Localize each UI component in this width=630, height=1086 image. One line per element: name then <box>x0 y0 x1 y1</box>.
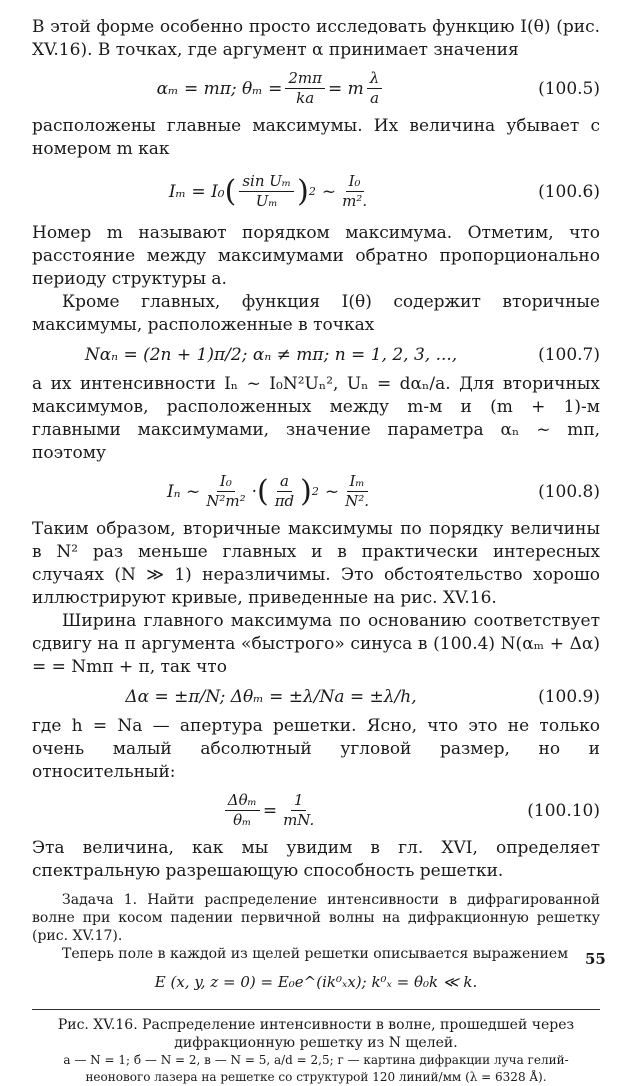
eq-text: Δα = ±π/N; Δθₘ = ±λ/Na = ±λ/h, <box>125 687 417 707</box>
denominator: θₘ <box>233 811 252 829</box>
paragraph-7: Ширина главного максимума по основанию соответствует сдвигу на π аргумента «быстрого» синуса в (100.4) N(αₘ + Δα) = = Nmπ + π, так что <box>32 611 600 677</box>
page-number: 55 <box>585 950 606 968</box>
equation-number: (100.10) <box>527 800 600 821</box>
equation-100-8 <box>32 473 600 510</box>
equation-number: (100.5) <box>538 78 600 99</box>
eq-operator: ~ <box>321 181 337 202</box>
paragraph-5: а их интенсивности Iₙ ~ I₀N²Uₙ², Uₙ = dαₙ/a. Для вторичных максимумов, расположенных между m-м и (m + 1)-м главными максимумами, значение параметра αₙ ~ mπ, поэтому <box>32 374 600 463</box>
left-paren: ( <box>224 173 237 209</box>
numerator: 1 <box>291 792 307 811</box>
fraction <box>342 473 372 510</box>
exponent: 2 <box>308 185 316 198</box>
numerator: 2mπ <box>285 70 325 89</box>
fraction <box>285 70 325 107</box>
equation-100-7 <box>32 345 600 365</box>
eq-text: E (x, y, z = 0) = E₀e^(ik⁰ₓx); k⁰ₓ = θ₀k ≪ k. <box>154 973 478 991</box>
fraction <box>367 70 383 107</box>
eq-left: Iₙ ~ <box>166 481 201 502</box>
exponent: 2 <box>311 485 319 498</box>
equation-100-6 <box>32 173 600 210</box>
equation-number: (100.9) <box>538 687 600 707</box>
eq-middle: = m <box>328 78 364 99</box>
numerator: sin Uₘ <box>239 173 294 192</box>
denominator: πd <box>274 492 295 510</box>
eq-left: αₘ = mπ; θₘ = <box>156 78 283 99</box>
equation-number: (100.7) <box>538 345 600 365</box>
equation-100-5 <box>32 70 600 107</box>
paragraph-9: Эта величина, как мы увидим в гл. XVI, определяет спектральную разрешающую способность решетки. <box>32 838 600 881</box>
fraction <box>339 173 370 210</box>
right-paren: ) <box>297 173 309 209</box>
paragraph-8: где h = Na — апертура решетки. Ясно, что это не только очень малый абсолютный угловой размер, но и относительный: <box>32 716 600 782</box>
paragraph-4: Кроме главных, функция I(θ) содержит вторичные максимумы, расположенные в точках <box>32 292 600 335</box>
left-paren: ( <box>256 473 269 509</box>
paragraph-1: В этой форме особенно просто исследовать функцию I(θ) (рис. XV.16). В точках, где аргумент α принимает значения <box>32 17 600 60</box>
eq-left: Iₘ = I₀ <box>168 181 225 202</box>
fraction <box>280 792 317 829</box>
denominator: Uₘ <box>255 192 278 210</box>
caption-legend: а — N = 1; б — N = 2, в — N = 5, a/d = 2,5; г — картина дифракции луча гелий-неонового лазера на решетке со структурой 120 линий/мм (λ = 6328 Å). <box>63 1053 569 1084</box>
fraction <box>225 792 260 829</box>
paragraph-3: Номер m называют порядком максимума. Отметим, что расстояние между максимумами обратно пропорционально периоду структуры a. <box>32 223 600 289</box>
eq-text: Nαₙ = (2n + 1)π/2; αₙ ≠ mπ; n = 1, 2, 3, ..., <box>84 345 458 365</box>
equation-100-9 <box>32 687 600 707</box>
denominator: ka <box>296 89 315 107</box>
equation-number: (100.6) <box>538 181 600 202</box>
numerator: Δθₘ <box>225 792 260 811</box>
eq-operator: ~ <box>324 481 340 502</box>
denominator: a <box>370 89 380 107</box>
task-text: Теперь поле в каждой из щелей решетки описывается выражением <box>62 946 569 962</box>
task-block <box>32 891 600 991</box>
numerator: a <box>277 473 292 492</box>
denominator: m². <box>342 192 368 210</box>
caption-title: Рис. XV.16. Распределение интенсивности в волне, прошедшей через дифракционную решетку из N щелей. <box>57 1017 575 1051</box>
numerator: I₀ <box>346 173 364 192</box>
eq-operator: = <box>262 800 278 821</box>
task-statement: Задача 1. Найти распределение интенсивности в дифрагированной волне при косом падении первичной волны на дифракционную решетку (рис. XV.17). <box>32 892 600 944</box>
denominator: N²m² <box>206 492 246 510</box>
numerator: Iₘ <box>347 473 368 492</box>
paragraph-2: расположены главные максимумы. Их величина убывает с номером m как <box>32 116 600 159</box>
numerator: I₀ <box>217 473 235 492</box>
fraction <box>203 473 248 510</box>
denominator: mN. <box>283 811 315 829</box>
dot: · <box>251 481 257 502</box>
paragraph-6: Таким образом, вторичные максимумы по порядку величины в N² раз меньше главных и в практически интересных случаях (N ≫ 1) неразличимы. Это обстоятельство хорошо иллюстрируют кривые, приведенные на рис. XV.16. <box>32 519 600 608</box>
numerator: λ <box>367 70 383 89</box>
task-formula <box>32 973 600 991</box>
equation-number: (100.8) <box>538 481 600 502</box>
figure-caption <box>32 1009 600 1086</box>
denominator: N². <box>345 492 370 510</box>
right-paren: ) <box>300 473 312 509</box>
equation-100-10 <box>32 792 600 829</box>
fraction <box>272 473 297 510</box>
fraction <box>239 173 294 210</box>
